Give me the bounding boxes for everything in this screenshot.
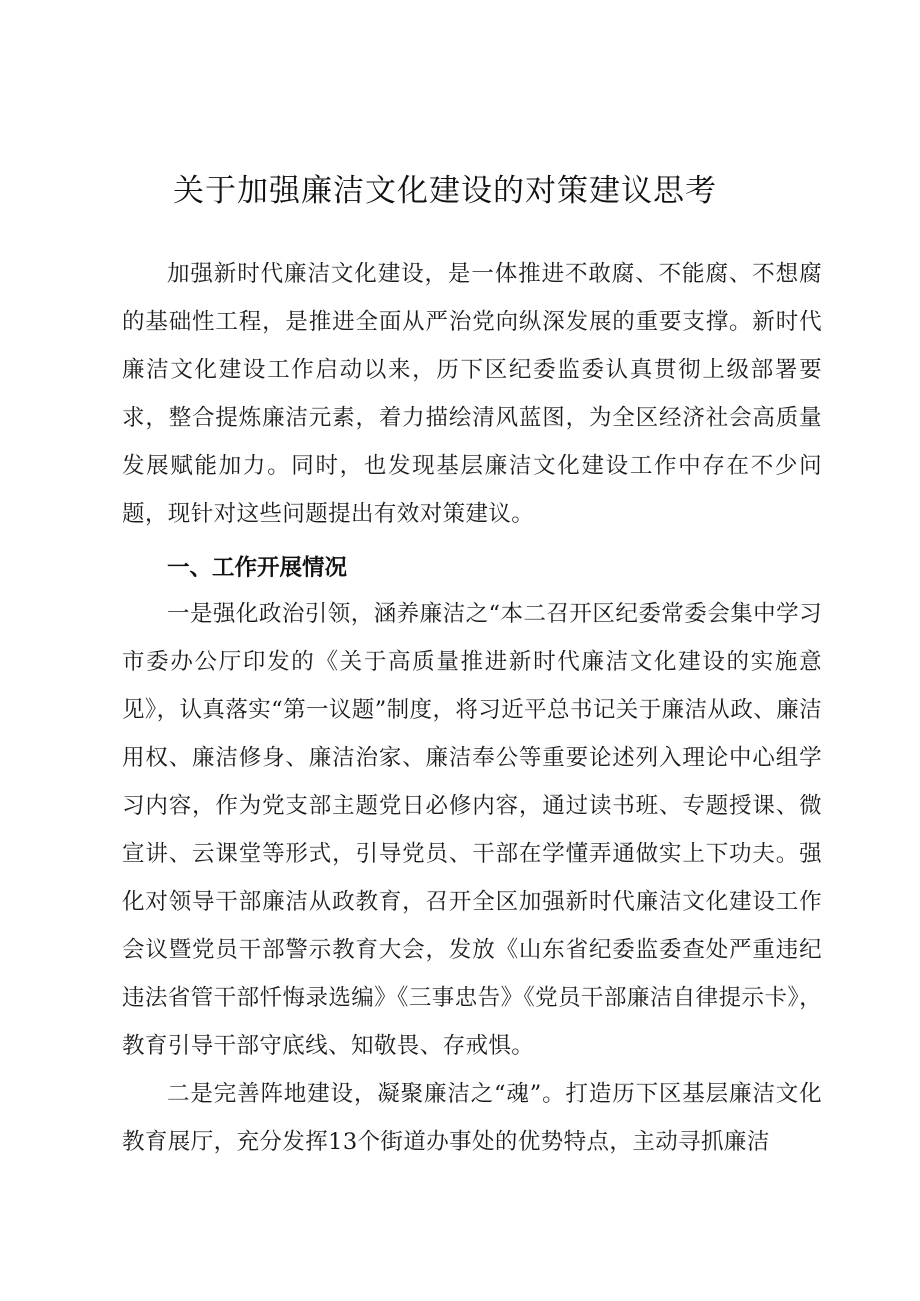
intro-paragraph: 加强新时代廉洁文化建设，是一体推进不敢腐、不能腐、不想腐的基础性工程，是推进全面从严治党向纵深发展的重要支撑。新时代廉洁文化建设工作启动以来，历下区纪委监委认真贯彻上级部署要求，整合提炼廉洁元素，着力描绘清风蓝图，为全区经济社会高质量发展赋能加力。同时，也发现基层廉洁文化建设工作中存在不少问题，现针对这些问题提出有效对策建议。: [122, 261, 822, 527]
document-body: [122, 250, 822, 1166]
spacer: [122, 538, 822, 546]
section-heading: 一、工作开展情况: [167, 555, 348, 581]
paragraph-position-building: 二是完善阵地建设，凝聚廉洁之“魂”。打造历下区基层廉洁文化教育展厅，充分发挥13个街道办事处的优势特点，主动寻抓廉洁: [122, 1081, 822, 1155]
document-title: 关于加强廉洁文化建设的对策建议思考: [173, 173, 717, 209]
paragraph-political-guidance: 一是强化政治引领，涵养廉洁之“本二召开区纪委常委会集中学习市委办公厅印发的《关于高质量推进新时代廉洁文化建设的实施意见》，认真落实“第一议题”制度，将习近平总书记关于廉洁从政、廉洁用权、廉洁修身、廉洁治家、廉洁奉公等重要论述列入理论中心组学习内容，作为党支部主题党日必修内容，通过读书班、专题授课、微宣讲、云课堂等形式，引导党员、干部在学懂弄通做实上下功夫。强化对领导干部廉洁从政教育，召开全区加强新时代廉洁文化建设工作会议暨党员干部警示教育大会，发放《山东省纪委监委查处严重违纪违法省管干部忏悔录选编》《三事忠告》《党员干部廉洁自律提示卡》，教育引导干部守底线、知敬畏、存戒惧。: [122, 601, 822, 1059]
